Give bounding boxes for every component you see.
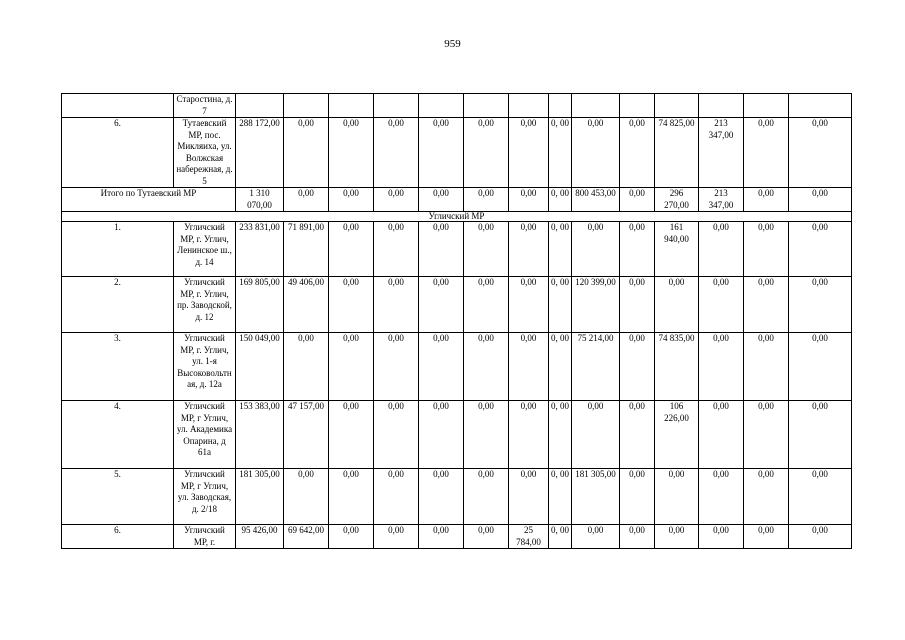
table-cell: 0,00 — [419, 188, 464, 212]
table-cell: 0,00 — [374, 222, 419, 277]
table-cell: 106 226,00 — [655, 401, 699, 469]
table-cell: 213 347,00 — [699, 188, 744, 212]
table-cell: 0,00 — [620, 118, 655, 188]
table-cell: 0,00 — [699, 333, 744, 401]
table-cell: 0,00 — [620, 401, 655, 469]
table-row — [62, 94, 852, 118]
table-cell: 0,00 — [699, 277, 744, 333]
table-cell: 0,00 — [509, 401, 549, 469]
table-cell: 0,00 — [620, 188, 655, 212]
table-cell: 0,00 — [509, 118, 549, 188]
table-cell: 0,00 — [744, 277, 789, 333]
table-cell: 6. — [62, 118, 174, 188]
table-row — [62, 333, 852, 401]
table-cell: 0,00 — [789, 525, 852, 549]
table-cell: 49 406,00 — [284, 277, 329, 333]
table-cell: 0,00 — [744, 188, 789, 212]
table-cell: 0,00 — [509, 222, 549, 277]
table-cell: 0,00 — [329, 118, 374, 188]
table-cell: 95 426,00 — [236, 525, 284, 549]
table-cell: 0,00 — [419, 222, 464, 277]
table-cell: 0,00 — [744, 333, 789, 401]
table-cell: 213 347,00 — [699, 118, 744, 188]
table-cell — [572, 94, 620, 118]
table-cell: 0,00 — [789, 401, 852, 469]
table-cell: 1 310 070,00 — [236, 188, 284, 212]
table-cell: 120 399,00 — [572, 277, 620, 333]
table-cell: 0,00 — [284, 118, 329, 188]
table-row — [62, 222, 852, 277]
table-cell: 0,00 — [464, 525, 509, 549]
table-cell — [655, 94, 699, 118]
table-cell: Угличский МР, г Углич, ул. Академика Опарина, д 61а — [174, 401, 236, 469]
table-cell: 0,00 — [374, 469, 419, 525]
table-cell: 0,00 — [419, 401, 464, 469]
table-cell: 0, 00 — [549, 333, 572, 401]
table-cell: 181 305,00 — [236, 469, 284, 525]
table-cell: 0,00 — [374, 333, 419, 401]
table-cell: 0,00 — [464, 222, 509, 277]
table-cell: 0,00 — [509, 333, 549, 401]
table-cell: 5. — [62, 469, 174, 525]
table-cell: 0,00 — [464, 401, 509, 469]
table-cell: 0,00 — [572, 222, 620, 277]
table-cell — [509, 94, 549, 118]
table-cell: 0,00 — [744, 401, 789, 469]
page-number: 959 — [444, 38, 461, 50]
table-cell: 0,00 — [284, 188, 329, 212]
table-cell: 0,00 — [699, 401, 744, 469]
table-cell: 0,00 — [329, 401, 374, 469]
table-cell — [419, 94, 464, 118]
table-cell: 0, 00 — [549, 277, 572, 333]
table-cell: 181 305,00 — [572, 469, 620, 525]
table-cell: 0,00 — [744, 222, 789, 277]
table-cell: 0,00 — [789, 222, 852, 277]
table-cell — [549, 94, 572, 118]
table-cell: 0,00 — [284, 333, 329, 401]
table-cell: 2. — [62, 277, 174, 333]
table-cell: 0,00 — [509, 188, 549, 212]
table-cell: 0,00 — [464, 333, 509, 401]
table-cell: 0, 00 — [549, 222, 572, 277]
table-cell: 0,00 — [620, 469, 655, 525]
table-cell: 0,00 — [789, 188, 852, 212]
table-cell: 0,00 — [699, 222, 744, 277]
table-cell: 0,00 — [744, 469, 789, 525]
table-cell — [464, 94, 509, 118]
table-cell: 169 805,00 — [236, 277, 284, 333]
table-cell: 0,00 — [419, 469, 464, 525]
table-cell: 296 270,00 — [655, 188, 699, 212]
table-cell: 71 891,00 — [284, 222, 329, 277]
table-cell: 0,00 — [284, 469, 329, 525]
table-cell: 0,00 — [329, 277, 374, 333]
table-cell: 0,00 — [620, 222, 655, 277]
table-cell: 0,00 — [464, 469, 509, 525]
table-cell: 0,00 — [329, 333, 374, 401]
section-heading: Угличский МР — [62, 212, 852, 222]
table-cell: 1. — [62, 222, 174, 277]
table-cell: Угличский МР, г. Углич, Ленинское ш., д. 14 — [174, 222, 236, 277]
table-cell: 800 453,00 — [572, 188, 620, 212]
data-table — [61, 93, 852, 549]
table-cell: 0,00 — [655, 469, 699, 525]
table-cell: 0, 00 — [549, 188, 572, 212]
table-cell: 0,00 — [329, 222, 374, 277]
table-cell: 0,00 — [572, 525, 620, 549]
table-cell — [699, 94, 744, 118]
table-cell: 150 049,00 — [236, 333, 284, 401]
table-cell: 0,00 — [744, 525, 789, 549]
table-cell: Старостина, д. 7 — [174, 94, 236, 118]
table-cell: 0,00 — [374, 525, 419, 549]
table-cell: 0,00 — [419, 525, 464, 549]
table-cell — [374, 94, 419, 118]
table-cell: 288 172,00 — [236, 118, 284, 188]
table-cell — [236, 94, 284, 118]
table-cell: 0,00 — [419, 333, 464, 401]
table-cell: 0,00 — [464, 277, 509, 333]
table-cell: 0,00 — [464, 188, 509, 212]
table-cell: 0,00 — [374, 277, 419, 333]
table-cell — [789, 94, 852, 118]
table-cell: 0,00 — [620, 525, 655, 549]
table-cell: 0,00 — [789, 277, 852, 333]
table-cell: Тутаевский МР, пос. Микляиха, ул. Волжская набережная, д. 5 — [174, 118, 236, 188]
table-cell: 0,00 — [699, 525, 744, 549]
total-row — [62, 188, 852, 212]
table-cell: Угличский МР, г Углич, ул. Заводская, д. 2/18 — [174, 469, 236, 525]
table-cell: 0,00 — [509, 469, 549, 525]
table-cell: 0, 00 — [549, 469, 572, 525]
table-cell: 74 835,00 — [655, 333, 699, 401]
table-row — [62, 469, 852, 525]
table-cell: 75 214,00 — [572, 333, 620, 401]
table-cell: 4. — [62, 401, 174, 469]
table-cell: 0,00 — [329, 188, 374, 212]
table-cell: 0,00 — [419, 277, 464, 333]
table-cell: 0,00 — [789, 469, 852, 525]
total-label: Итого по Тутаевский МР — [62, 188, 236, 212]
table-cell: 0, 00 — [549, 118, 572, 188]
table-cell: Угличский МР, г. Углич, пр. Заводской, д. 12 — [174, 277, 236, 333]
table-cell: 0,00 — [374, 118, 419, 188]
table-cell: 69 642,00 — [284, 525, 329, 549]
table-cell: 47 157,00 — [284, 401, 329, 469]
table-row — [62, 525, 852, 549]
table-cell — [62, 94, 174, 118]
table-cell: 0,00 — [419, 118, 464, 188]
table-cell: 233 831,00 — [236, 222, 284, 277]
table-cell: 0,00 — [699, 469, 744, 525]
table-cell: 0,00 — [572, 118, 620, 188]
section-row — [62, 212, 852, 222]
table-cell: 0, 00 — [549, 525, 572, 549]
table-cell: 0,00 — [374, 401, 419, 469]
table-cell: 0,00 — [655, 277, 699, 333]
table-cell: 0, 00 — [549, 401, 572, 469]
table-cell: 0,00 — [329, 469, 374, 525]
table-cell — [329, 94, 374, 118]
table-cell: Угличский МР, г. — [174, 525, 236, 549]
table-cell: 0,00 — [329, 525, 374, 549]
table-cell: 161 940,00 — [655, 222, 699, 277]
table-cell: 0,00 — [655, 525, 699, 549]
table-row — [62, 401, 852, 469]
table-cell: 0,00 — [374, 188, 419, 212]
table-cell: 0,00 — [572, 401, 620, 469]
table-cell — [284, 94, 329, 118]
table-cell: 74 825,00 — [655, 118, 699, 188]
table-cell: 6. — [62, 525, 174, 549]
table-cell: 153 383,00 — [236, 401, 284, 469]
table-cell — [744, 94, 789, 118]
table-cell: 0,00 — [464, 118, 509, 188]
table-cell: 0,00 — [620, 333, 655, 401]
table-cell: 0,00 — [789, 333, 852, 401]
table-cell: 3. — [62, 333, 174, 401]
table-cell: 0,00 — [509, 277, 549, 333]
table-row — [62, 118, 852, 188]
table-cell: 0,00 — [789, 118, 852, 188]
table-cell: Угличский МР, г. Углич, ул. 1-я Высоковольтная, д. 12а — [174, 333, 236, 401]
table-cell: 0,00 — [744, 118, 789, 188]
table-cell: 0,00 — [620, 277, 655, 333]
table-cell — [620, 94, 655, 118]
table-cell: 25 784,00 — [509, 525, 549, 549]
table-row — [62, 277, 852, 333]
